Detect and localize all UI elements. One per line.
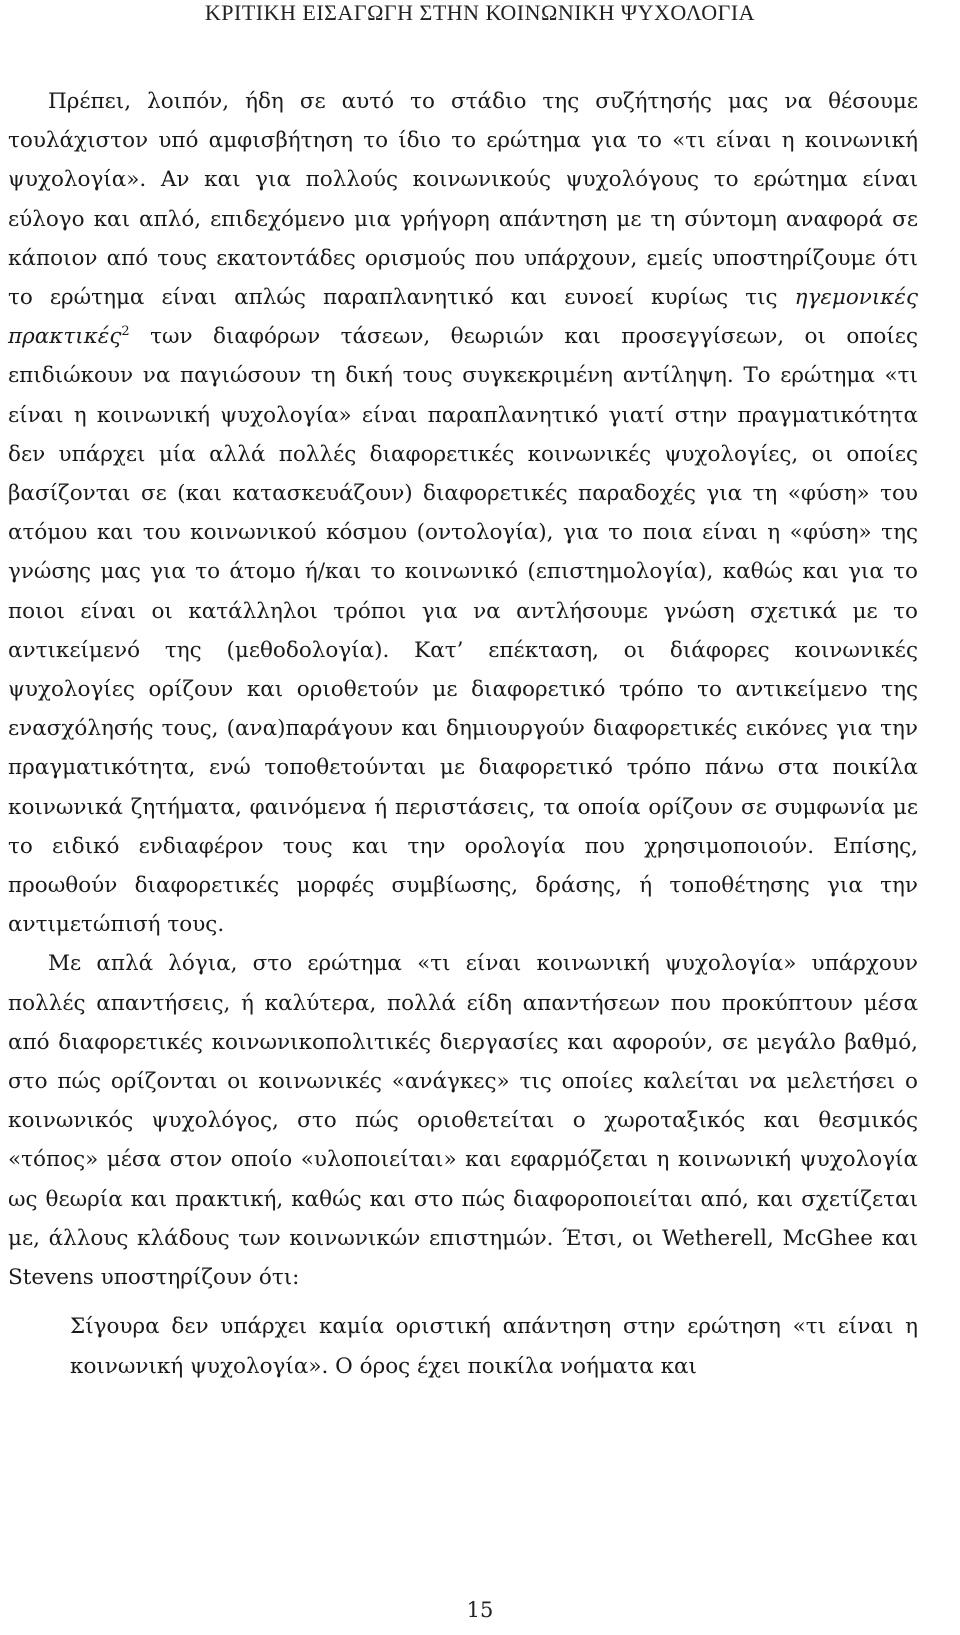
paragraph-2: Με απλά λόγια, στο ερώτημα «τι είναι κοινωνική ψυχολογία» υπάρχουν πολλές απαντήσεις, ή καλύτερα, πολλά είδη απαντήσεων που προκύπτουν μέσα από διαφορετικές κοινωνικοπολιτικές διεργασίες και αφορούν, σε μεγάλο βαθμό, στο πώς ορίζονται οι κοινωνικές «ανάγκες» τις οποίες καλείται να μελετήσει ο κοινωνικός ψυχολόγος, στο πώς οριοθετείται ο χωροταξικός και θεσμικός «τόπος» μέσα στον οποίο «υλοποιείται» και εφαρμόζεται η κοινωνική ψυχολογία ως θεωρία και πρακτική, καθώς και στο πώς διαφοροποιείται από, και σχετίζεται με, άλλους κλάδους των κοινωνικών επιστημών. Έτσι, οι Wetherell, McGhee και Stevens υποστηρίζουν ότι:	[8, 951, 918, 1291]
page-number: 15	[466, 1598, 494, 1622]
italic-term: ηγεμονικές πρακτικές	[8, 285, 918, 350]
paragraph-1-part-2: των διαφόρων τάσεων, θεωριών και προσεγγίσεων, οι οποίες επιδιώκουν να παγιώσουν τη δική τους συγκεκριμένη αντίληψη. Το ερώτημα «τι είναι η κοινωνική ψυχολογία» είναι παραπλανητικό γιατί στην πραγματικότητα δεν υπάρχει μία αλλά πολλές διαφορετικές κοινωνικές ψυχολογίες, οι οποίες βασίζονται σε (και κατασκευάζουν) διαφορετικές παραδοχές για τη «φύση» του ατόμου και του κοινωνικού κόσμου (οντολογία), για το ποια είναι η «φύση» της γνώσης μας για το άτομο ή/και το κοινωνικό (επιστημολογία), καθώς και για το ποιοι είναι οι κατάλληλοι τρόποι για να αντλήσουμε γνώση σχετικά με το αντικείμενό της (μεθοδολογία). Κατ’ επέκταση, οι διάφορες κοινωνικές ψυχολογίες ορίζουν και οριοθετούν με διαφορετικό τρόπο το αντικείμενο της ενασχόλησής τους, (ανα)παράγουν και δημιουργούν διαφορετικές εικόνες για την πραγματικότητα, ενώ τοποθετούνται με διαφορετικό τρόπο πάνω στα ποικίλα κοινωνικά ζητήματα, φαινόμενα ή περιστάσεις, τα οποία ορίζουν σε συμφωνία με το ειδικό ενδιαφέρον τους και την ορολογία που χρησιμοποιούν. Επίσης, προωθούν διαφορετικές μορφές συμβίωσης, δράσης, ή τοποθέτησης για την αντιμετώπισή τους.	[8, 324, 918, 938]
body-text	[8, 82, 918, 1386]
footnote-ref[interactable]: 2	[121, 324, 130, 340]
block-quote: Σίγουρα δεν υπάρχει καμία οριστική απάντηση στην ερώτηση «τι είναι η κοινωνική ψυχολογία». Ο όρος έχει ποικίλα νοήματα και	[70, 1314, 918, 1379]
running-head: ΚΡΙΤΙΚΗ ΕΙΣΑΓΩΓΗ ΣΤΗΝ ΚΟΙΝΩΝΙΚΗ ΨΥΧΟΛΟΓΙΑ	[204, 0, 756, 25]
paragraph-1-part-1: Πρέπει, λοιπόν, ήδη σε αυτό το στάδιο της συζήτησής μας να θέσουμε τουλάχιστον υπό αμφισβήτηση το ίδιο το ερώτημα για το «τι είναι η κοινωνική ψυχολογία». Αν και για πολλούς κοινωνικούς ψυχολόγους το ερώτημα είναι εύλογο και απλό, επιδεχόμενο μια γρήγορη απάντηση με τη σύντομη αναφορά σε κάποιον από τους εκατοντάδες ορισμούς που υπάρχουν, εμείς υποστηρίζουμε ότι το ερώτημα είναι απλώς παραπλανητικό και ευνοεί κυρίως τις	[8, 89, 918, 311]
paragraph-1	[8, 82, 918, 944]
